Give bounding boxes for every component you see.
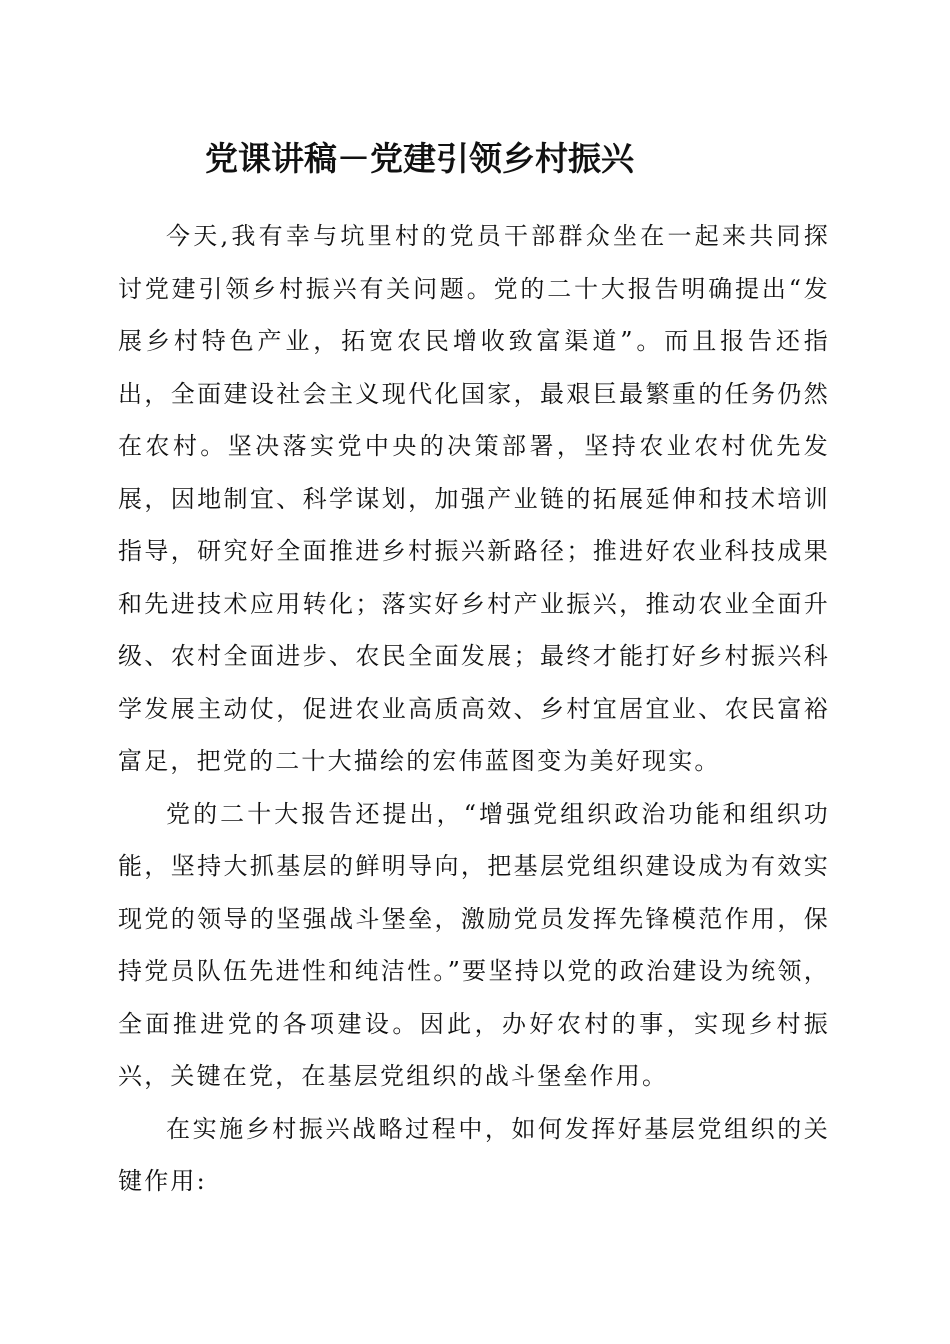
paragraph-3: 在实施乡村振兴战略过程中，如何发挥好基层党组织的关键作用: [118,1114,830,1195]
document-title: 党课讲稿－党建引领乡村振兴 [205,139,634,178]
document-body [118,210,830,1208]
paragraph-1: 今天,我有幸与坑里村的党员干部群众坐在一起来共同探讨党建引领乡村振兴有关问题。党的二十大报告明确提出“发展乡村特色产业，拓宽农民增收致富渠道”。而且报告还指出，全面建设社会主义现代化国家，最艰巨最繁重的任务仍然在农村。坚决落实党中央的决策部署，坚持农业农村优先发展，因地制宜、科学谋划，加强产业链的拓展延伸和技术培训指导，研究好全面推进乡村振兴新路径；推进好农业科技成果和先进技术应用转化；落实好乡村产业振兴，推动农业全面升级、农村全面进步、农民全面发展；最终才能打好乡村振兴科学发展主动仗，促进农业高质高效、乡村宜居宜业、农民富裕富足，把党的二十大描绘的宏伟蓝图变为美好现实。 [118,222,830,775]
paragraph-2: 党的二十大报告还提出，“增强党组织政治功能和组织功能，坚持大抓基层的鲜明导向，把基层党组织建设成为有效实现党的领导的坚强战斗堡垒，激励党员发挥先锋模范作用，保持党员队伍先进性和纯洁性。”要坚持以党的政治建设为统领，全面推进党的各项建设。因此，办好农村的事，实现乡村振兴，关键在党，在基层党组织的战斗堡垒作用。 [118,799,830,1090]
